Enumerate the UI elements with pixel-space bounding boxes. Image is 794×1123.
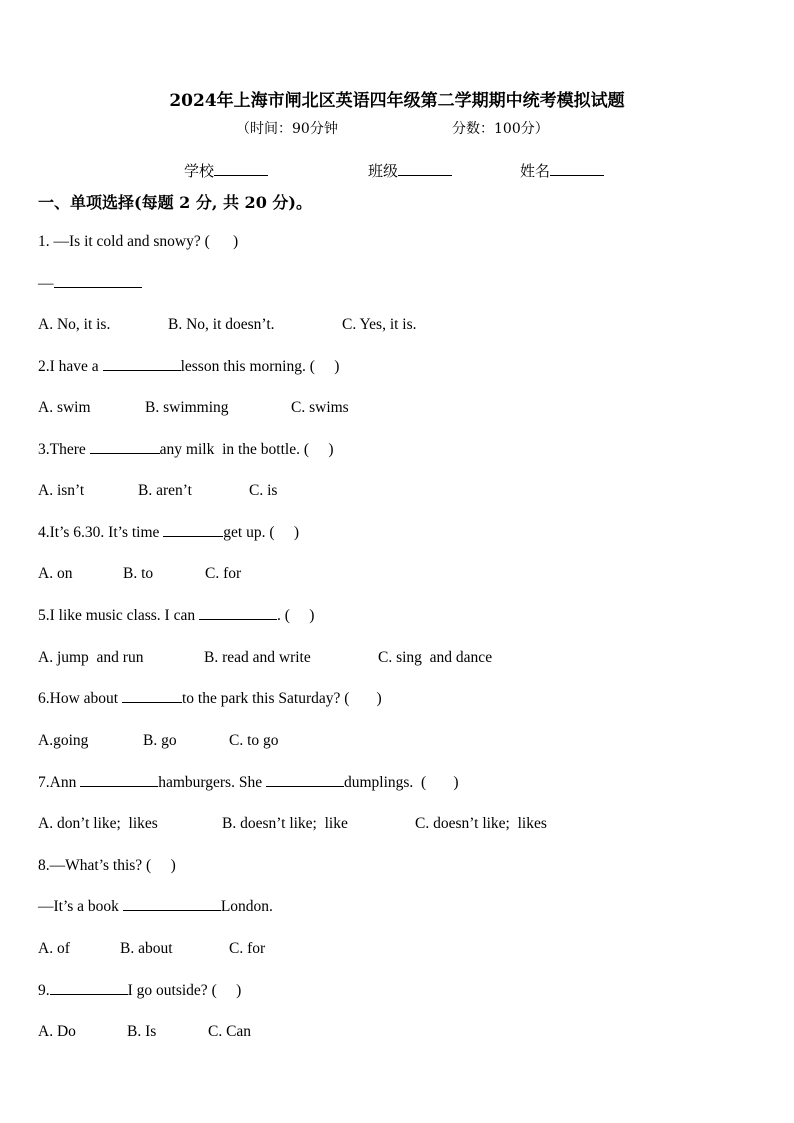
question-8-line-2: [38, 898, 273, 916]
option-a[interactable]: A. of: [38, 940, 70, 957]
question-9: [38, 982, 241, 1000]
option-a[interactable]: A. Do: [38, 1023, 76, 1040]
question-text: 7.Ann: [38, 774, 81, 791]
option-c[interactable]: C. to go: [229, 732, 279, 749]
question-1-answer-line: [38, 275, 142, 293]
question-text: 6.How about: [38, 690, 122, 707]
option-a[interactable]: A. isn’t: [38, 482, 85, 499]
question-text: I go outside? ( ): [127, 982, 242, 999]
answer-blank[interactable]: [103, 358, 181, 371]
option-a[interactable]: A. don’t like; likes: [38, 815, 158, 832]
class-field[interactable]: [368, 160, 452, 181]
question-8: 8.—What’s this? ( ): [38, 857, 176, 874]
option-b[interactable]: B. Is: [127, 1023, 157, 1040]
question-text: 5.I like music class. I can: [38, 607, 199, 624]
question-4: [38, 524, 299, 542]
name-label: 姓名: [520, 162, 551, 180]
option-c[interactable]: C. doesn’t like; likes: [415, 815, 547, 832]
question-text: 9.: [38, 982, 50, 999]
option-b[interactable]: B. go: [143, 732, 177, 749]
question-text: 4.It’s 6.30. It’s time: [38, 524, 164, 541]
question-6-options: [38, 732, 279, 750]
option-c[interactable]: C. for: [205, 565, 242, 582]
option-b[interactable]: B. read and write: [204, 649, 311, 666]
time-limit: （时间：90分钟: [236, 121, 338, 137]
option-b[interactable]: B. doesn’t like; like: [222, 815, 348, 832]
question-text: lesson this morning. ( ): [180, 358, 340, 375]
question-3-options: [38, 482, 277, 500]
answer-blank[interactable]: [90, 441, 160, 454]
school-field[interactable]: [184, 160, 268, 181]
question-text: . ( ): [276, 607, 315, 624]
name-blank[interactable]: [550, 161, 604, 176]
option-a[interactable]: A. swim: [38, 399, 91, 416]
question-5-options: [38, 649, 492, 667]
school-blank[interactable]: [214, 161, 268, 176]
question-text: get up. ( ): [223, 524, 300, 541]
question-text: 2.I have a: [38, 358, 103, 375]
option-a[interactable]: A. on: [38, 565, 73, 582]
option-c[interactable]: C. for: [229, 940, 266, 957]
option-b[interactable]: B. aren’t: [138, 482, 192, 499]
question-text: to the park this Saturday? ( ): [181, 690, 382, 707]
dash: —: [38, 275, 54, 292]
question-text: 3.There: [38, 441, 90, 458]
question-4-options: [38, 565, 241, 583]
answer-blank-1[interactable]: [80, 774, 158, 787]
question-7: [38, 774, 459, 792]
answer-blank[interactable]: [123, 898, 221, 911]
school-label: 学校: [184, 162, 215, 180]
question-1-options: [38, 316, 417, 334]
answer-blank-2[interactable]: [266, 774, 344, 787]
question-1: 1. —Is it cold and snowy? ( ): [38, 233, 239, 250]
question-9-options: [38, 1023, 251, 1041]
option-c[interactable]: C. is: [249, 482, 278, 499]
option-b[interactable]: B. No, it doesn’t.: [168, 316, 275, 333]
question-text: London.: [220, 898, 273, 915]
question-text: dumplings. ( ): [343, 774, 459, 791]
option-b[interactable]: B. to: [123, 565, 154, 582]
option-a[interactable]: A.going: [38, 732, 89, 749]
question-6: [38, 690, 382, 708]
page-title: 2024年上海市闸北区英语四年级第二学期期中统考模拟试题: [169, 91, 625, 111]
class-blank[interactable]: [398, 161, 452, 176]
option-b[interactable]: B. about: [120, 940, 173, 957]
option-c[interactable]: C. sing and dance: [378, 649, 493, 666]
question-text: hamburgers. She: [158, 774, 266, 791]
option-a[interactable]: A. No, it is.: [38, 316, 111, 333]
class-label: 班级: [368, 162, 399, 180]
question-3: [38, 441, 334, 459]
answer-blank[interactable]: [122, 690, 182, 703]
question-2: [38, 358, 339, 376]
option-c[interactable]: C. Yes, it is.: [342, 316, 417, 333]
answer-blank[interactable]: [50, 982, 128, 995]
question-text: —It’s a book: [38, 898, 123, 915]
section-title: 一、单项选择(每题 2 分, 共 20 分)。: [38, 193, 312, 212]
question-7-options: [38, 815, 547, 833]
name-field[interactable]: [520, 160, 604, 181]
question-8-options: [38, 940, 265, 958]
option-c[interactable]: C. swims: [291, 399, 349, 416]
answer-blank[interactable]: [54, 275, 142, 288]
question-text: any milk in the bottle. ( ): [159, 441, 334, 458]
total-score: 分数：100分）: [452, 121, 549, 137]
answer-blank[interactable]: [199, 607, 277, 620]
answer-blank[interactable]: [163, 524, 223, 537]
question-5: [38, 607, 314, 625]
option-b[interactable]: B. swimming: [145, 399, 229, 416]
option-c[interactable]: C. Can: [208, 1023, 252, 1040]
question-2-options: [38, 399, 349, 417]
option-a[interactable]: A. jump and run: [38, 649, 144, 666]
